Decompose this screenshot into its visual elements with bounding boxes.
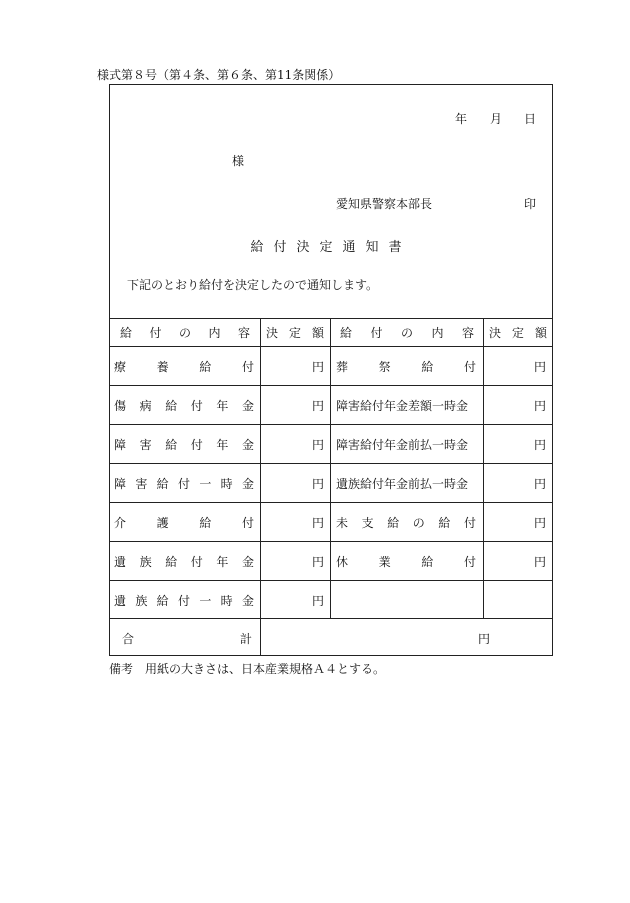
right-yen: 円	[533, 477, 546, 491]
row-line	[109, 541, 553, 542]
left-row-label: 介 護 給 付	[114, 515, 254, 530]
right-row-label: 遺族給付年金前払一時金	[336, 477, 469, 491]
right-yen: 円	[533, 360, 546, 374]
left-row-label: 療 養 給 付	[114, 359, 254, 374]
col-header-left-amount: 決 定 額	[266, 325, 324, 340]
row-line	[109, 385, 553, 386]
left-yen: 円	[311, 360, 324, 374]
left-row-label: 障 害 給 付 年 金	[114, 437, 254, 452]
col-header-left-content: 給 付 の 内 容	[120, 325, 250, 340]
left-yen: 円	[311, 477, 324, 491]
row-line	[109, 580, 553, 581]
total-yen: 円	[478, 632, 491, 646]
total-label: 合 計	[122, 631, 252, 646]
left-row-label: 障 害 給 付 一 時 金	[114, 476, 254, 491]
right-row-label: 休 業 給 付	[336, 554, 476, 569]
left-yen: 円	[311, 594, 324, 608]
left-row-label: 遺 族 給 付 年 金	[114, 554, 254, 569]
right-row-label: 葬 祭 給 付	[336, 359, 476, 374]
col-line	[483, 318, 484, 618]
row-line	[109, 424, 553, 425]
remarks: 備考 用紙の大きさは、日本産業規格Ａ４とする。	[109, 662, 386, 676]
left-yen: 円	[311, 555, 324, 569]
right-yen: 円	[533, 516, 546, 530]
addressee-suffix: 様	[232, 154, 245, 168]
right-row-label: 未 支 給 の 給 付	[336, 515, 476, 530]
col-line	[260, 318, 261, 656]
right-row-label: 障害給付年金差額一時金	[336, 399, 469, 413]
table-top-line	[109, 318, 553, 319]
col-line	[330, 318, 331, 618]
right-yen: 円	[533, 438, 546, 452]
date-month: 月	[490, 112, 503, 126]
left-row-label: 遺 族 給 付 一 時 金	[114, 593, 254, 608]
right-yen: 円	[533, 555, 546, 569]
row-line	[109, 463, 553, 464]
col-header-right-amount: 決 定 額	[489, 325, 547, 340]
left-row-label: 傷 病 給 付 年 金	[114, 398, 254, 413]
row-line	[109, 346, 553, 347]
sender-name: 愛知県警察本部長	[336, 197, 433, 211]
right-row-label: 障害給付年金前払一時金	[336, 438, 469, 452]
form-number: 様式第８号（第４条、第６条、第11条関係）	[97, 68, 341, 82]
right-yen: 円	[533, 399, 546, 413]
left-yen: 円	[311, 399, 324, 413]
row-line	[109, 502, 553, 503]
left-yen: 円	[311, 516, 324, 530]
seal-mark: 印	[524, 197, 537, 211]
left-yen: 円	[311, 438, 324, 452]
date-day: 日	[524, 112, 537, 126]
document-title: 給付決定通知書	[250, 240, 412, 255]
row-line	[109, 618, 553, 619]
col-header-right-content: 給 付 の 内 容	[340, 325, 474, 340]
date-year: 年	[455, 112, 468, 126]
intro-text: 下記のとおり給付を決定したので通知します。	[127, 278, 379, 292]
